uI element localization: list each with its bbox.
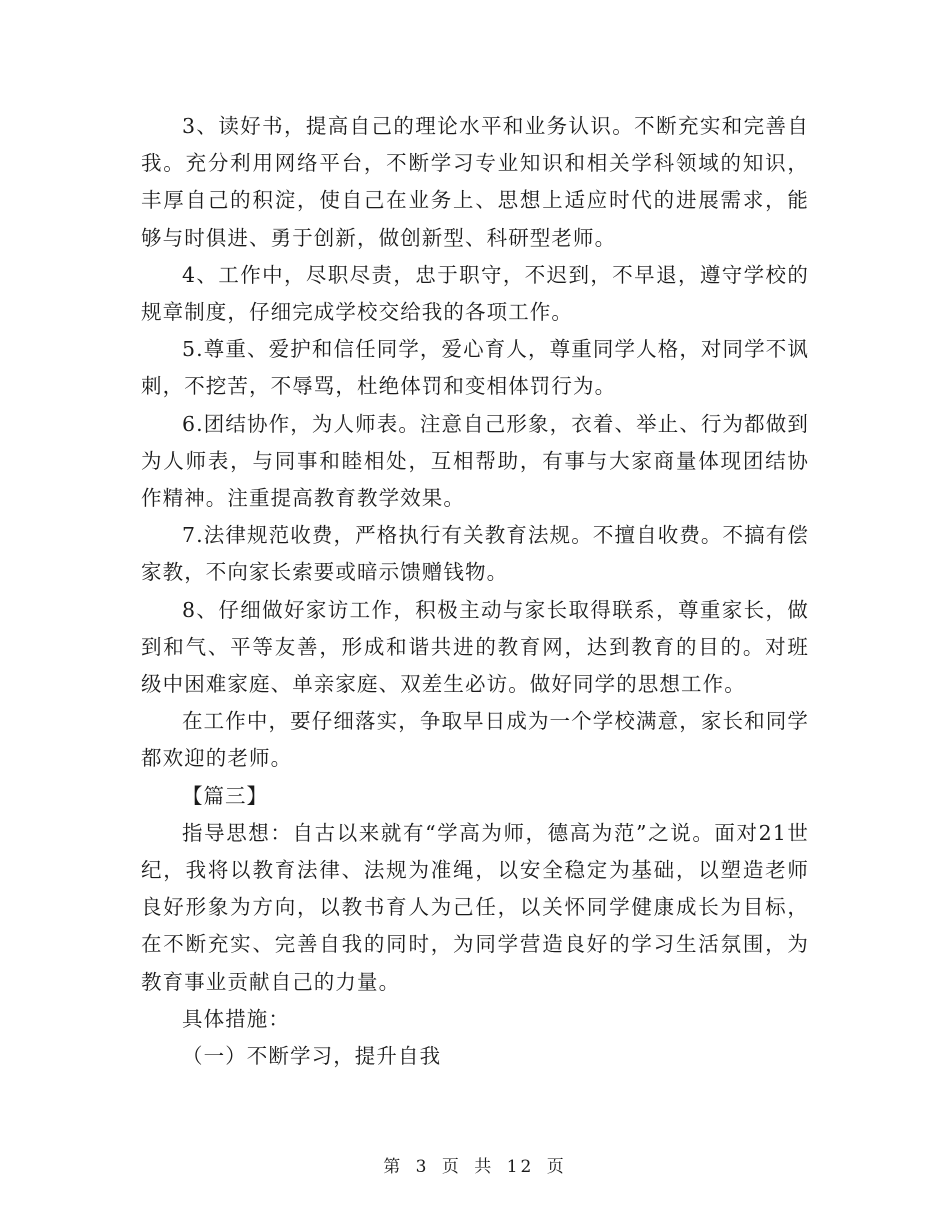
paragraph-guiding-thought: 指导思想：自古以来就有“学高为师，德高为范”之说。面对21世纪，我将以教育法律、法规为准绳，以安全稳定为基础，以塑造老师良好形象为方向，以教书育人为己任，以关怀同学健康成长为目标，在不断充实、完善自我的同时，为同学营造良好的学习生活氛围，为教育事业贡献自己的力量。 (141, 820, 809, 994)
paragraph-duties: 4、工作中，尽职尽责，忠于职守，不迟到，不早退，遵守学校的规章制度，仔细完成学校交给我的各项工作。 (141, 262, 809, 325)
paragraph-teamwork: 6.团结协作，为人师表。注意自己形象，衣着、举止、行为都做到为人师表，与同事和睦相处，互相帮助，有事与大家商量体现团结协作精神。注重提高教育教学效果。 (141, 411, 809, 511)
paragraph-fees: 7.法律规范收费，严格执行有关教育法规。不擅自收费。不搞有偿家教，不向家长索要或暗示馈赠钱物。 (141, 523, 809, 585)
paragraph-conclusion: 在工作中，要仔细落实，争取早日成为一个学校满意，家长和同学都欢迎的老师。 (141, 709, 809, 771)
paragraph-subheading: （一）不断学习，提升自我 (182, 1044, 442, 1069)
paragraph-home-visits: 8、仔细做好家访工作，积极主动与家长取得联系，尊重家长，做到和气、平等友善，形成和谐共进的教育网，达到教育的目的。对班级中困难家庭、单亲家庭、双差生必访。做好同学的思想工作。 (141, 597, 809, 697)
paragraph-read-books: 3、读好书，提高自己的理论水平和业务认识。不断充实和完善自我。充分利用网络平台，不断学习专业知识和相关学科领域的知识，丰厚自己的积淀，使自己在业务上、思想上适应时代的进展需求，能够与时俱进、勇于创新，做创新型、科研型老师。 (141, 114, 809, 250)
page-number-footer: 第 3 页 共 12 页 (383, 1157, 567, 1177)
section-heading: 【篇三】 (182, 783, 268, 808)
document-body (141, 108, 809, 1075)
paragraph-measures-label: 具体措施： (182, 1006, 290, 1031)
paragraph-respect-students: 5.尊重、爱护和信任同学，爱心育人，尊重同学人格，对同学不讽刺，不挖苦，不辱骂，杜绝体罚和变相体罚行为。 (141, 337, 809, 399)
